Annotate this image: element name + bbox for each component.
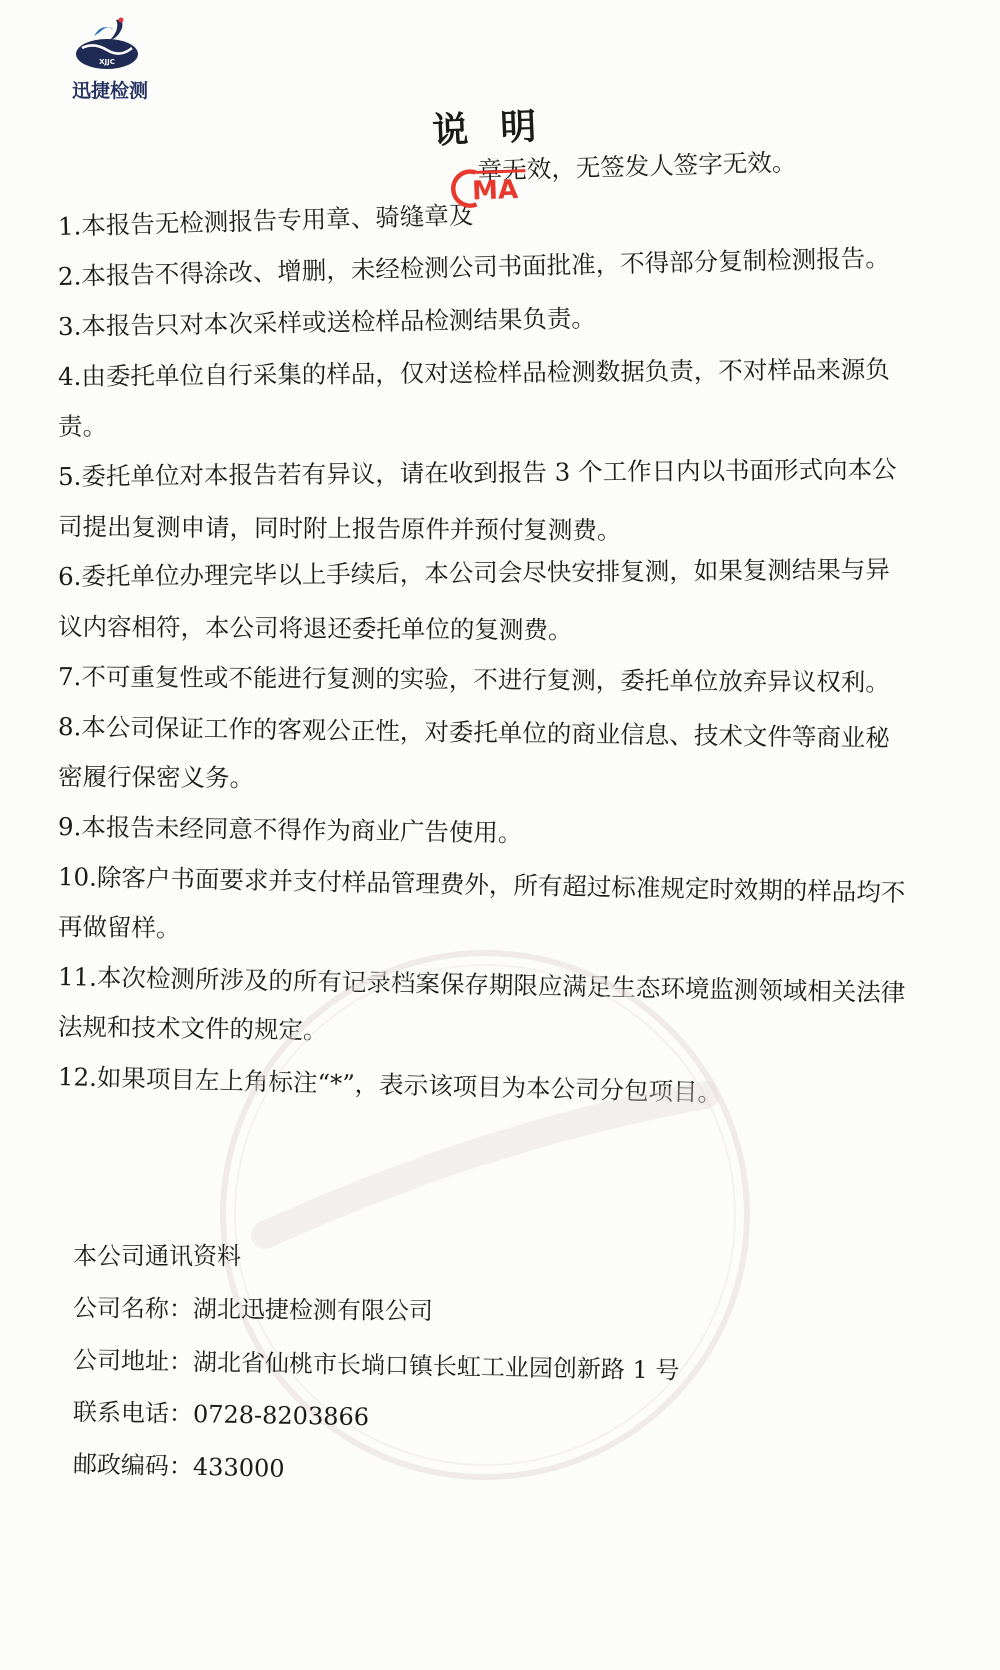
company-phone-label: 联系电话： (72, 1398, 194, 1429)
clause-8-text-2: 密履行保密义务。 (57, 762, 255, 793)
clause-2-text: 2.本报告不得涂改、增删，未经检测公司书面批准，不得部分复制检测报告。 (57, 243, 890, 291)
company-name-row (73, 1282, 873, 1341)
clause-6-text-1: 6.委托单位办理完毕以上手续后，本公司会尽快安排复测，如果复测结果与异 (57, 554, 890, 591)
clause-6-line-2 (58, 602, 963, 658)
contact-section (73, 1230, 873, 1490)
clause-11-text-2: 法规和技术文件的规定。 (57, 1012, 328, 1045)
clause-8-line-2 (58, 752, 963, 808)
company-postcode-value: 433000 (192, 1452, 285, 1483)
clause-9-text: 9.本报告未经同意不得作为商业广告使用。 (57, 812, 523, 848)
company-logo (62, 14, 158, 100)
clause-4-line-2 (58, 394, 963, 452)
company-address-value: 湖北省仙桃市长埫口镇长虹工业园创新路 1 号 (192, 1348, 680, 1385)
clause-4-line-1 (58, 344, 963, 402)
company-name-label: 公司名称： (72, 1294, 194, 1324)
cma-seal (445, 167, 530, 210)
logo-mark-label: XJJC (99, 58, 115, 66)
company-name-value: 湖北迅捷检测有限公司 (192, 1295, 434, 1326)
clause-5-line-1 (58, 444, 963, 502)
clause-6-line-1 (58, 544, 963, 602)
company-phone-value: 0728-8203866 (192, 1400, 370, 1432)
company-address-label: 公司地址： (72, 1346, 194, 1377)
clause-5-text-1: 5.委托单位对本报告若有异议，请在收到报告 3 个工作日内以书面形式向本公 (57, 454, 897, 491)
clause-1-tail-text: 章无效，无签发人签字无效。 (477, 147, 797, 186)
clause-3-text: 3.本报告只对本次采样或送检样品检测结果负责。 (57, 303, 597, 341)
page-title: 说明 (431, 105, 570, 152)
logo-text: 迅捷检测 (71, 80, 148, 102)
clause-10-text-2: 再做留样。 (57, 912, 181, 943)
clause-10-text-1: 10.除客户书面要求并支付样品管理费外，所有超过标准规定时效期的样品均不 (57, 862, 906, 908)
clause-5-text-2: 司提出复测申请，同时附上报告原件并预付复测费。 (57, 512, 622, 545)
logo-mark-icon (72, 14, 142, 72)
clause-7 (58, 652, 963, 708)
cma-seal-icon (445, 167, 530, 210)
contact-heading: 本公司通讯资料 (73, 1242, 241, 1270)
clause-12-text: 12.如果项目左上角标注“*”，表示该项目为本公司分包项目。 (57, 1062, 723, 1108)
clause-8-text-1: 8.本公司保证工作的客观公正性，对委托单位的商业信息、技术文件等商业秘 (57, 712, 891, 753)
clause-1-text: 1.本报告无检测报告专用章、骑缝章及 (57, 200, 474, 241)
clause-6-text-2: 议内容相符，本公司将退还委托单位的复测费。 (57, 612, 573, 645)
clauses-section (57, 147, 963, 1108)
clause-4-text-1: 4.由委托单位自行采集的样品，仅对送检样品检测数据负责，不对样品来源负 (57, 354, 890, 391)
clause-12 (57, 1052, 963, 1124)
company-postcode-label: 邮政编码： (72, 1450, 194, 1481)
clause-7-text: 7.不可重复性或不能进行复测的实验，不进行复测，委托单位放弃异议权利。 (57, 662, 890, 697)
clause-11-text-1: 11.本次检测所涉及的所有记录档案保存期限应满足生态环境监测领域相关法律 (57, 962, 906, 1008)
clause-4-text-2: 责。 (57, 411, 108, 441)
cma-seal-label: MA (471, 174, 519, 207)
